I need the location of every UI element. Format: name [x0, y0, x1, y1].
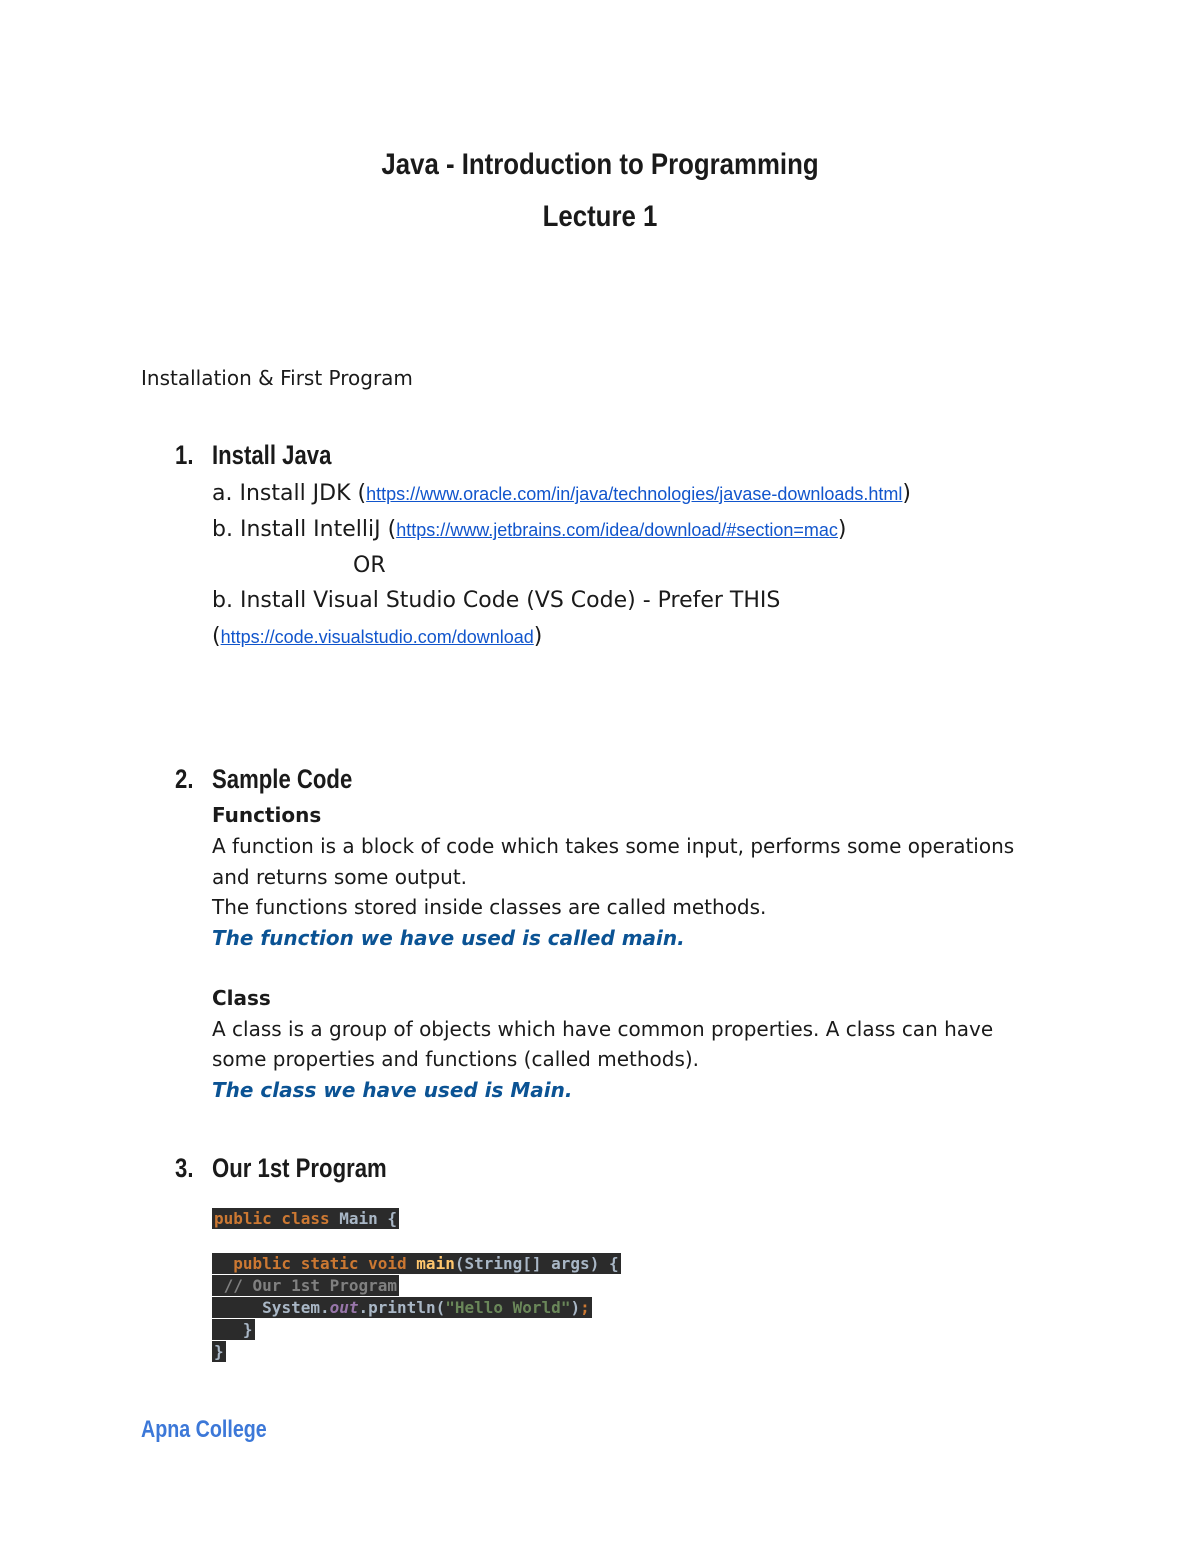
intellij-download-link[interactable]: https://www.jetbrains.com/idea/download/#section=mac [396, 520, 838, 540]
code-method-name: main [416, 1254, 455, 1273]
step-1-number: 1. [175, 440, 194, 470]
code-line-method [212, 1254, 621, 1274]
lecture-number: Lecture 1 [542, 200, 658, 233]
code-class-declaration [212, 1208, 399, 1229]
code-line-inner-brace [212, 1320, 255, 1340]
paren-close: ) [533, 624, 543, 649]
section-title: Installation & First Program [141, 366, 413, 390]
class-title: Class [212, 986, 271, 1010]
functions-text-line-3: The functions stored inside classes are called methods. [212, 895, 767, 919]
paren-close: ) [902, 481, 911, 506]
code-comment-line [212, 1275, 399, 1296]
install-jdk-label: a. Install JDK [212, 481, 358, 506]
paren-open: ( [357, 481, 367, 506]
install-jdk-item [212, 481, 911, 506]
install-intellij-label: b. Install IntelliJ [212, 517, 388, 542]
code-inner-brace-block [212, 1319, 255, 1340]
code-out-field: out [329, 1298, 359, 1317]
or-separator: OR [353, 553, 386, 578]
install-intellij-item [212, 517, 847, 542]
code-inner-brace: } [242, 1320, 253, 1339]
code-semicolon: ; [580, 1298, 590, 1317]
vscode-download-link[interactable]: https://code.visualstudio.com/download [220, 627, 534, 647]
code-line-outer-brace [212, 1342, 226, 1362]
code-outer-brace-block [212, 1341, 226, 1362]
code-class-name: Main { [339, 1209, 398, 1228]
paren-close: ) [837, 517, 847, 542]
code-println: .println( [358, 1298, 446, 1317]
code-keyword: public class [214, 1209, 340, 1228]
functions-emphasis: The function we have used is called main. [212, 926, 685, 950]
paren-open: ( [212, 624, 221, 649]
footer-brand: Apna College [141, 1416, 267, 1443]
functions-text-line-1: A function is a block of code which takes some input, performs some operations [212, 834, 1015, 858]
document-title: Java - Introduction to Programming [381, 148, 819, 181]
code-string: "Hello World" [445, 1298, 571, 1317]
functions-text-line-2: and returns some output. [212, 865, 468, 889]
code-close-paren: ) [570, 1298, 581, 1317]
step-2-heading: Sample Code [212, 764, 353, 794]
code-method-declaration [212, 1253, 621, 1274]
code-method-args: (String[] args) { [454, 1254, 619, 1273]
step-1-heading: Install Java [212, 440, 332, 470]
class-emphasis: The class we have used is Main. [212, 1078, 573, 1102]
code-line-class [212, 1209, 399, 1229]
install-vscode-label: b. Install Visual Studio Code (VS Code) - Prefer THIS [212, 588, 781, 613]
vscode-link-line [212, 624, 542, 649]
code-keyword: public static void [233, 1254, 417, 1273]
functions-title: Functions [212, 803, 322, 827]
class-text-line-1: A class is a group of objects which have common properties. A class can have [212, 1017, 994, 1041]
step-2-number: 2. [175, 764, 194, 794]
code-line-comment [212, 1276, 399, 1296]
code-print-statement [212, 1297, 592, 1318]
step-3-heading: Our 1st Program [212, 1153, 387, 1183]
code-outer-brace: } [214, 1342, 224, 1361]
jdk-download-link[interactable]: https://www.oracle.com/in/java/technologies/javase-downloads.html [366, 484, 903, 504]
paren-open: ( [387, 517, 397, 542]
step-3-number: 3. [175, 1153, 194, 1183]
code-comment: // Our 1st Program [223, 1276, 398, 1295]
class-text-line-2: some properties and functions (called methods). [212, 1047, 700, 1071]
code-line-print [212, 1298, 592, 1318]
code-system: System. [262, 1298, 330, 1317]
